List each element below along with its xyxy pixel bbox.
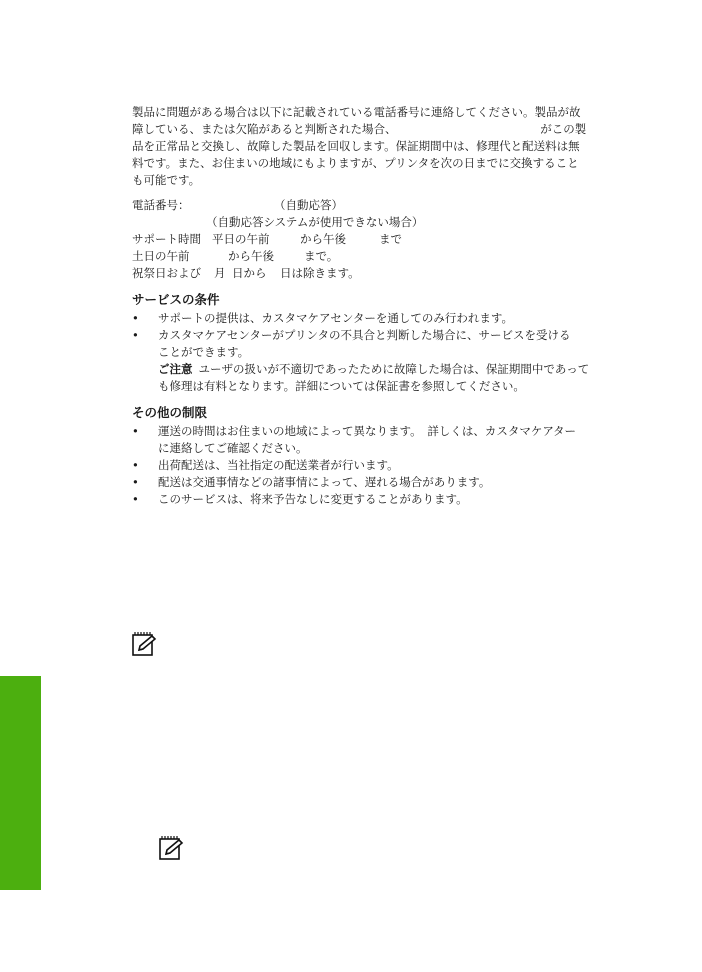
- list-item: [132, 310, 612, 327]
- phone-alt-row: [132, 214, 612, 231]
- intro-line: も可能です。: [132, 173, 201, 187]
- caution-text: ユーザの扱いが不適切であったために故障した場合は、保証期間中であって: [198, 362, 590, 376]
- bullet-icon: •: [132, 492, 139, 506]
- support-hours-label: サポート時間: [132, 232, 201, 246]
- page-content: [132, 104, 612, 508]
- intro-line: 料です。また、お住まいの地域にもよりますが、プリンタを次の日までに交換すること: [132, 156, 579, 170]
- weekday-until: まで: [379, 232, 402, 246]
- phone-alt-note: （自動応答システムが使用できない場合）: [206, 215, 424, 229]
- weekday-am: 平日の午前: [212, 232, 270, 246]
- bullet-icon: •: [132, 458, 139, 472]
- intro-line: 品を正常品と交換し、故障した製品を回収します。保証期間中は、修理代と配送料は無: [132, 139, 580, 153]
- intro-paragraph: [132, 104, 612, 189]
- phone-auto-note: （自動応答）: [274, 198, 343, 212]
- chapter-side-tab: [0, 676, 41, 890]
- list-item: [132, 423, 612, 440]
- caution-note: [132, 361, 612, 378]
- other-limits-heading: その他の制限: [132, 405, 208, 420]
- list-item-text: 出荷配送は、当社指定の配送業者が行います。: [158, 458, 399, 472]
- holidays-month: 月: [214, 266, 226, 280]
- list-item-text: カスタマケアセンターがプリンタの不具合と判断した場合に、サービスを受ける: [158, 328, 571, 342]
- list-item: [132, 457, 612, 474]
- caution-note-continuation: も修理は有料となります。詳細については保証書を参照してください。: [158, 379, 525, 393]
- list-item-text: このサービスは、将来予告なしに変更することがあります。: [158, 492, 468, 506]
- holidays-day-excluded: 日は除きます。: [280, 266, 360, 280]
- list-item: [132, 327, 612, 344]
- list-item-text: 運送の時間はお住まいの地域によって異なります。 詳しくは、カスタマケアター: [158, 424, 577, 438]
- list-item-text: サポートの提供は、カスタマケアセンターを通してのみ行われます。: [158, 311, 514, 325]
- caution-label: ご注意: [158, 362, 193, 376]
- note-pencil-icon: [158, 834, 184, 862]
- saturday-until: まで。: [304, 249, 339, 263]
- intro-line: 製品に問題がある場合は以下に記載されている電話番号に連絡してください。製品が故: [132, 105, 581, 119]
- intro-line: 障している、または欠陥があると判断された場合、 がこの製: [132, 122, 587, 136]
- holidays-label: 祝祭日および: [132, 266, 201, 280]
- list-item: [132, 474, 612, 491]
- bullet-icon: •: [132, 475, 139, 489]
- bullet-icon: •: [132, 328, 139, 342]
- list-item-continuation: に連絡してご確認ください。: [158, 441, 308, 455]
- holidays-row: [132, 265, 612, 282]
- phone-row: [132, 197, 612, 214]
- phone-info: [132, 197, 612, 282]
- bullet-icon: •: [132, 311, 139, 325]
- note-pencil-icon: [131, 630, 157, 658]
- phone-label: 電話番号：: [132, 198, 190, 212]
- service-conditions-heading: サービスの条件: [132, 292, 220, 307]
- weekday-to-pm: から午後: [300, 232, 346, 246]
- bullet-icon: •: [132, 424, 139, 438]
- list-item-text: 配送は交通事情などの諸事情によって、遅れる場合があります。: [158, 475, 491, 489]
- support-hours-row: [132, 231, 612, 248]
- list-item: [132, 491, 612, 508]
- saturday-to-pm: から午後: [228, 249, 274, 263]
- saturday-hours-row: [132, 248, 612, 265]
- saturday-am: 土日の午前: [132, 249, 190, 263]
- holidays-day-from: 日から: [232, 266, 267, 280]
- list-item-continuation: ことができます。: [158, 345, 250, 359]
